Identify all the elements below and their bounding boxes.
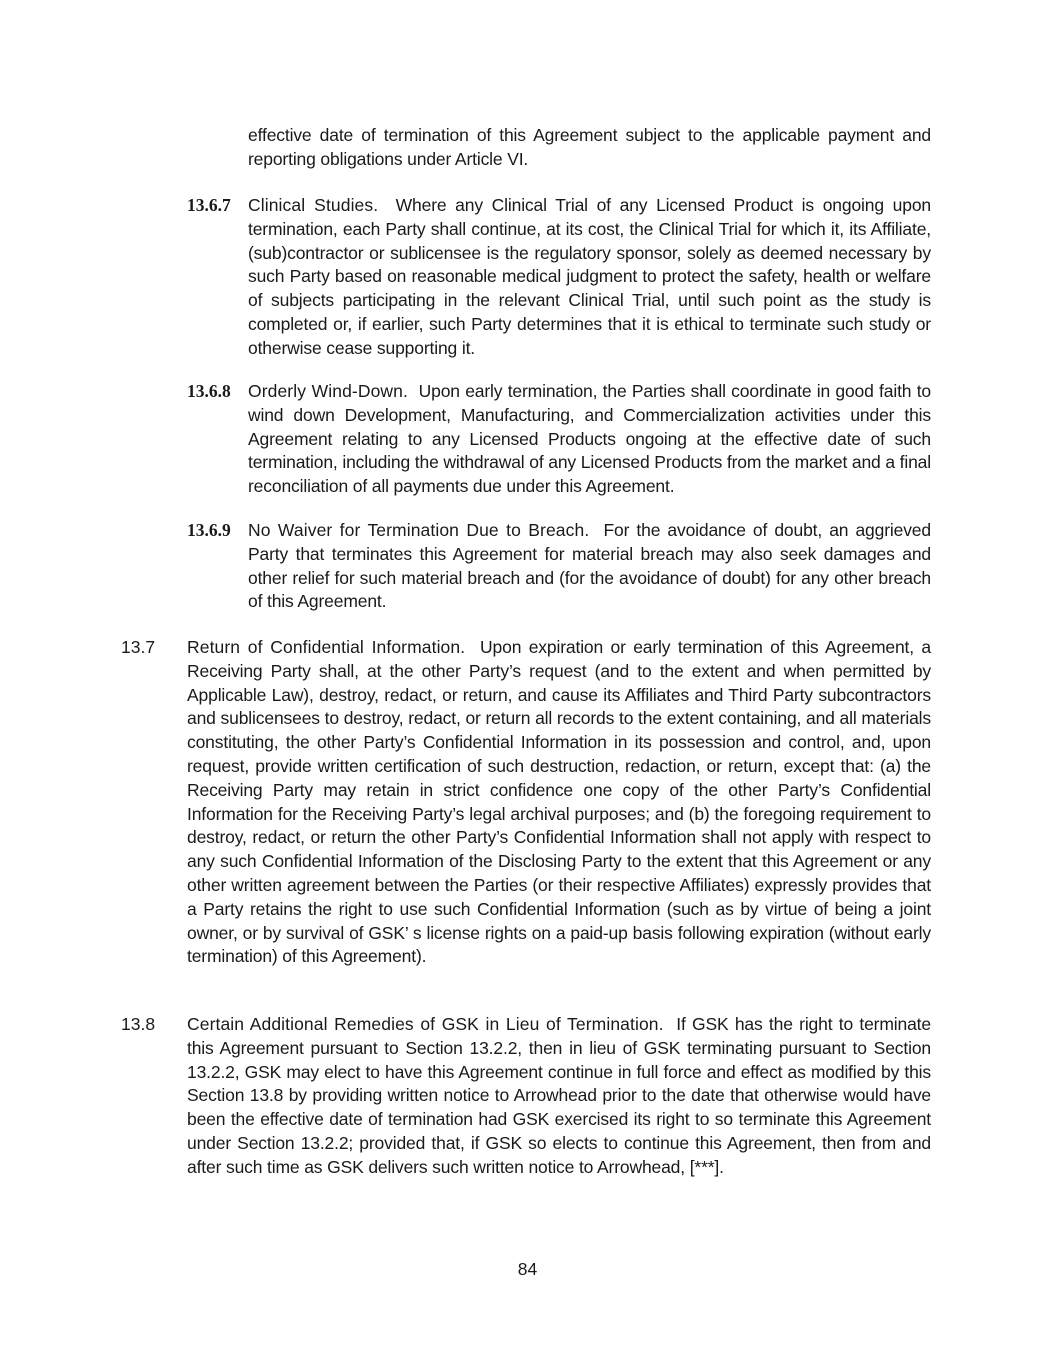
subsection-heading: Clinical Studies. — [248, 195, 379, 215]
subsection-body: Where any Clinical Trial of any Licensed Product is ongoing upon termination, each Party shall continue, at its cost, the Clinical Trial for which it, its Affiliate, (sub)contractor or sublicensee is the regulatory sponsor, solely as deemed necessary by such Party based on reasonable medical judgment to protect the safety, health or welfare of subjects participating in the relevant Clinical Trial, until such point as the study is completed or, if earlier, such Party determines that it is ethical to terminate such study or otherwise cease supporting it. — [248, 195, 931, 358]
section-heading: Certain Additional Remedies of GSK in Lieu of Termination. — [187, 1014, 664, 1034]
subsection-heading: Orderly Wind-Down. — [248, 381, 408, 401]
subsection-number-13-6-7: 13.6.7 — [187, 195, 231, 215]
subsection-heading: No Waiver for Termination Due to Breach. — [248, 520, 590, 540]
subsection-number-13-6-8: 13.6.8 — [187, 381, 231, 401]
section-number-13-7: 13.7 — [121, 637, 156, 657]
section-13-7 — [187, 636, 931, 969]
subsection-13-6-9 — [248, 519, 931, 614]
intro-paragraph — [248, 124, 931, 172]
subsection-body: For the avoidance of doubt, an aggrieved Party that terminates this Agreement for material breach may also seek damages and other relief for such material breach and (for the avoidance of doubt) for any other breach of this Agreement. — [248, 520, 931, 612]
intro-text: effective date of termination of this Agreement subject to the applicable payment and reporting obligations under Article VI. — [248, 125, 931, 169]
section-body: If GSK has the right to terminate this Agreement pursuant to Section 13.2.2, then in lieu of GSK terminating pursuant to Section 13.2.2, GSK may elect to have this Agreement continue in full force and effect as modified by this Section 13.8 by providing written notice to Arrowhead prior to the date that otherwise would have been the effective date of termination had GSK exercised its right to so terminate this Agreement under Section 13.2.2; provided that, if GSK so elects to continue this Agreement, then from and after such time as GSK delivers such written notice to Arrowhead, [***]. — [187, 1014, 931, 1177]
section-body: Upon expiration or early termination of this Agreement, a Receiving Party shall, at the other Party’s request (and to the extent and when permitted by Applicable Law), destroy, redact, or return, and cause its Affiliates and Third Party subcontractors and sublicensees to destroy, redact, or return all records to the extent containing, and all materials constituting, the other Party’s Confidential Information in its possession and control, and, upon request, provide written certification of such destruction, redaction, or return, except that: (a) the Receiving Party may retain in strict confidence one copy of the other Party’s Confidential Information for the Receiving Party’s legal archival purposes; and (b) the foregoing requirement to destroy, redact, or return the other Party’s Confidential Information shall not apply with respect to any such Confidential Information of the Disclosing Party to the extent that this Agreement or any other written agreement between the Parties (or their respective Affiliates) expressly provides that a Party retains the right to use such Confidential Information (such as by virtue of being a joint owner, or by survival of GSK’ s license rights on a paid-up basis following expiration (without early termination) of this Agreement). — [187, 637, 931, 967]
section-number-13-8: 13.8 — [121, 1014, 156, 1034]
subsection-body: Upon early termination, the Parties shall coordinate in good faith to wind down Development, Manufacturing, and Commercialization activities under this Agreement relating to any Licensed Products ongoing at the effective date of such termination, including the withdrawal of any Licensed Products from the market and a final reconciliation of all payments due under this Agreement. — [248, 381, 931, 497]
page-number: 84 — [517, 1259, 538, 1279]
subsection-number-13-6-9: 13.6.9 — [187, 520, 231, 540]
subsection-13-6-7 — [248, 194, 931, 361]
section-13-8 — [187, 1013, 931, 1180]
subsection-13-6-8 — [248, 380, 931, 499]
section-heading: Return of Confidential Information. — [187, 637, 466, 657]
